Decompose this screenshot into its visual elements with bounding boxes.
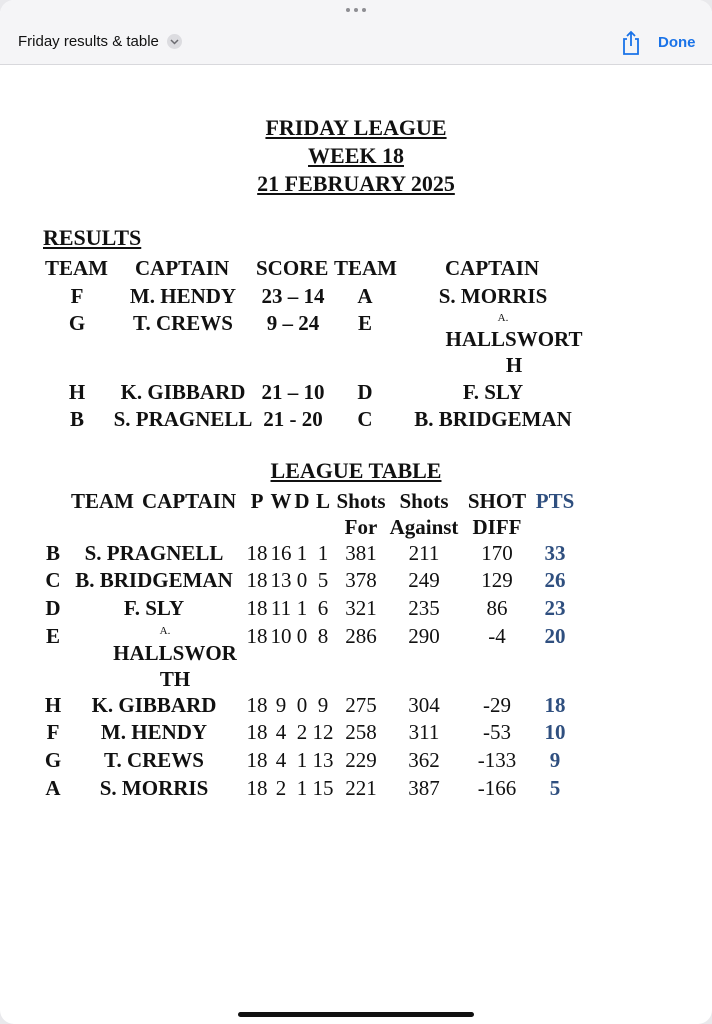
- result-team: B: [69, 407, 85, 431]
- result-captain: K. GIBBARD: [120, 380, 246, 404]
- table-col-shots-against: Shots: [399, 489, 449, 513]
- result-captain2-line1: HALLSWORT: [445, 327, 583, 351]
- results-col-team2: TEAM: [334, 256, 397, 280]
- table-l: 6: [317, 596, 329, 620]
- table-shot-diff: 170: [481, 541, 513, 565]
- result-captain2: F. SLY: [462, 380, 524, 404]
- table-p: 18: [246, 624, 268, 648]
- table-captain: S. PRAGNELL: [84, 541, 224, 565]
- table-pts: 20: [544, 624, 566, 648]
- table-col-shots-against-2: Against: [389, 515, 459, 539]
- table-col-p: P: [250, 489, 264, 513]
- result-score: 9 – 24: [266, 311, 320, 335]
- table-w: 9: [275, 693, 287, 717]
- table-col-team: TEAM: [71, 489, 134, 513]
- table-shots-against: 235: [408, 596, 440, 620]
- table-shots-for: 229: [345, 748, 377, 772]
- result-captain2: S. MORRIS: [438, 284, 548, 308]
- date-title: 21 FEBRUARY 2025: [257, 171, 455, 196]
- table-shots-against: 387: [408, 776, 440, 800]
- table-d: 1: [296, 541, 308, 565]
- table-p: 18: [246, 776, 268, 800]
- table-captain: M. HENDY: [100, 720, 208, 744]
- table-shots-against: 311: [408, 720, 440, 744]
- table-p: 18: [246, 596, 268, 620]
- table-shots-against: 290: [408, 624, 440, 648]
- table-d: 2: [296, 720, 308, 744]
- table-shots-against: 304: [408, 693, 440, 717]
- table-w: 10: [270, 624, 292, 648]
- share-icon[interactable]: [620, 30, 642, 56]
- table-shot-diff: -53: [483, 720, 511, 744]
- table-d: 1: [296, 596, 308, 620]
- table-captain-initial: A.: [159, 625, 171, 637]
- table-pts: 18: [544, 693, 566, 717]
- table-team: D: [45, 596, 61, 620]
- table-p: 18: [246, 541, 268, 565]
- table-pts: 26: [544, 568, 566, 592]
- result-team: H: [68, 380, 86, 404]
- result-team2: C: [357, 407, 373, 431]
- table-shot-diff: 129: [481, 568, 513, 592]
- result-captain2: B. BRIDGEMAN: [414, 407, 572, 431]
- table-col-d: D: [294, 489, 310, 513]
- table-shot-diff: -4: [488, 624, 506, 648]
- table-l: 12: [312, 720, 334, 744]
- table-captain-line1: HALLSWOR: [113, 641, 237, 665]
- document-title-menu[interactable]: [18, 33, 182, 50]
- table-col-shot-diff-2: DIFF: [472, 515, 522, 539]
- table-col-captain: CAPTAIN: [142, 489, 237, 513]
- table-d: 0: [296, 693, 308, 717]
- result-team: G: [68, 311, 86, 335]
- week-title: WEEK 18: [308, 143, 404, 168]
- table-p: 18: [246, 693, 268, 717]
- table-captain: K. GIBBARD: [91, 693, 217, 717]
- table-p: 18: [246, 720, 268, 744]
- table-shots-for: 258: [345, 720, 377, 744]
- document-title: Friday results & table: [18, 33, 159, 50]
- table-w: 4: [275, 720, 287, 744]
- table-l: 1: [317, 541, 329, 565]
- table-p: 18: [246, 568, 268, 592]
- results-heading: RESULTS: [43, 225, 142, 250]
- result-score: 21 - 20: [263, 407, 323, 431]
- table-shots-for: 378: [345, 568, 377, 592]
- chevron-down-icon: [167, 34, 182, 49]
- table-shots-against: 211: [408, 541, 440, 565]
- result-team2: A: [357, 284, 373, 308]
- table-pts: 23: [544, 596, 566, 620]
- home-indicator[interactable]: [238, 1012, 474, 1017]
- result-captain: M. HENDY: [129, 284, 237, 308]
- result-team2: E: [357, 311, 373, 335]
- table-col-pts: PTS: [535, 489, 575, 513]
- table-shot-diff: 86: [486, 596, 508, 620]
- table-w: 4: [275, 748, 287, 772]
- done-button[interactable]: Done: [658, 34, 696, 51]
- table-col-shot-diff: SHOT: [467, 489, 527, 513]
- more-handle-icon[interactable]: [346, 7, 366, 13]
- table-pts: 10: [544, 720, 566, 744]
- result-team: F: [70, 284, 84, 308]
- table-w: 2: [275, 776, 287, 800]
- table-p: 18: [246, 748, 268, 772]
- top-toolbar: [0, 0, 712, 65]
- table-shots-for: 381: [345, 541, 377, 565]
- result-captain2-initial: A.: [497, 312, 509, 324]
- table-team: F: [46, 720, 60, 744]
- table-shot-diff: -133: [477, 748, 517, 772]
- table-captain: S. MORRIS: [99, 776, 209, 800]
- result-score: 23 – 14: [261, 284, 325, 308]
- table-d: 1: [296, 776, 308, 800]
- table-col-shots-for-2: For: [344, 515, 378, 539]
- table-l: 9: [317, 693, 329, 717]
- league-title: FRIDAY LEAGUE: [265, 115, 447, 140]
- table-pts: 33: [544, 541, 566, 565]
- table-captain: B. BRIDGEMAN: [75, 568, 233, 592]
- table-captain-line2: TH: [159, 667, 191, 691]
- table-team: A: [45, 776, 61, 800]
- table-shots-against: 362: [408, 748, 440, 772]
- table-team: E: [45, 624, 61, 648]
- table-d: 0: [296, 624, 308, 648]
- table-captain: F. SLY: [123, 596, 185, 620]
- table-team: C: [45, 568, 61, 592]
- table-l: 8: [317, 624, 329, 648]
- table-team: B: [45, 541, 61, 565]
- table-col-shots-for: Shots: [336, 489, 386, 513]
- table-w: 13: [270, 568, 292, 592]
- results-col-team: TEAM: [45, 256, 108, 280]
- table-col-w: W: [270, 489, 292, 513]
- table-shot-diff: -166: [477, 776, 517, 800]
- table-d: 0: [296, 568, 308, 592]
- result-captain: T. CREWS: [133, 311, 233, 335]
- table-shots-for: 221: [345, 776, 377, 800]
- table-l: 5: [317, 568, 329, 592]
- table-shots-for: 275: [345, 693, 377, 717]
- result-score: 21 – 10: [261, 380, 325, 404]
- table-d: 1: [296, 748, 308, 772]
- results-col-score: SCORE: [256, 256, 329, 280]
- table-l: 13: [312, 748, 334, 772]
- table-w: 11: [270, 596, 292, 620]
- table-col-l: L: [315, 489, 331, 513]
- result-captain: S. PRAGNELL: [113, 407, 253, 431]
- table-shots-against: 249: [408, 568, 440, 592]
- league-table-heading: LEAGUE TABLE: [270, 458, 442, 483]
- table-w: 16: [270, 541, 292, 565]
- table-team: H: [44, 693, 62, 717]
- result-captain2-line2: H: [505, 353, 523, 377]
- table-team: G: [44, 748, 62, 772]
- document-content: [0, 64, 712, 1024]
- table-pts: 9: [549, 748, 561, 772]
- table-shot-diff: -29: [483, 693, 511, 717]
- results-col-captain: CAPTAIN: [135, 256, 230, 280]
- table-captain: T. CREWS: [104, 748, 204, 772]
- table-pts: 5: [549, 776, 561, 800]
- results-col-captain2: CAPTAIN: [445, 256, 540, 280]
- table-l: 15: [312, 776, 334, 800]
- table-shots-for: 286: [345, 624, 377, 648]
- table-shots-for: 321: [345, 596, 377, 620]
- result-team2: D: [357, 380, 373, 404]
